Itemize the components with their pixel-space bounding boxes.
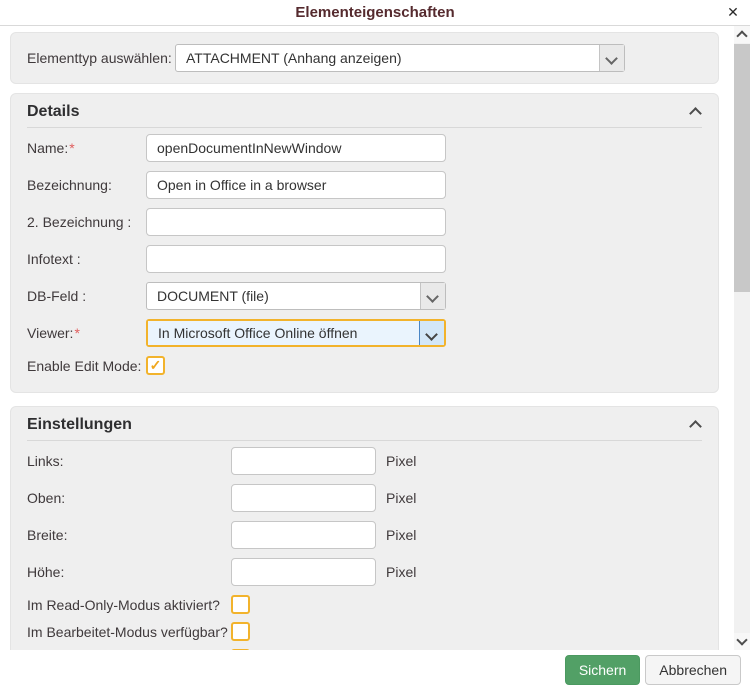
- oben-label: Oben:: [27, 490, 66, 506]
- breite-input[interactable]: [231, 521, 376, 549]
- oben-unit: Pixel: [386, 490, 417, 506]
- element-type-select-value: ATTACHMENT (Anhang anzeigen): [186, 50, 402, 66]
- required-marker: *: [74, 325, 80, 341]
- readonly-aktiviert-label: Im Read-Only-Modus aktiviert?: [27, 596, 220, 613]
- name-row: [27, 134, 702, 162]
- bearbeitet-verfuegbar-checkbox[interactable]: [231, 622, 250, 641]
- bezeichnung-row: [27, 171, 702, 199]
- breite-label: Breite:: [27, 527, 68, 543]
- breite-row: [27, 521, 702, 549]
- dialog-title: Elementeigenschaften: [295, 4, 455, 21]
- viewer-label: Viewer:*: [27, 325, 80, 341]
- element-type-label: Elementtyp auswählen:: [27, 50, 172, 66]
- check-icon: ✓: [149, 357, 162, 373]
- bearbeitet-verfuegbar-label: Im Bearbeitet-Modus verfügbar?: [27, 623, 228, 640]
- readonly-aktiviert-checkbox[interactable]: [231, 595, 250, 614]
- hoehe-unit: Pixel: [386, 564, 417, 580]
- links-row: [27, 447, 702, 475]
- scrollbar-up-icon[interactable]: [734, 26, 750, 43]
- element-type-row: [27, 44, 702, 72]
- enable-edit-mode-checkbox[interactable]: [146, 356, 165, 375]
- hoehe-input[interactable]: [231, 558, 376, 586]
- db-feld-select[interactable]: [146, 282, 446, 310]
- name-label: Name:*: [27, 140, 75, 156]
- links-input[interactable]: [231, 447, 376, 475]
- viewer-select-value: In Microsoft Office Online öffnen: [148, 321, 419, 345]
- collapse-chevron-icon[interactable]: [691, 419, 700, 428]
- viewer-row: [27, 319, 702, 347]
- settings-section-title: Einstellungen: [27, 416, 132, 433]
- viewer-select[interactable]: [146, 319, 446, 347]
- bezeichnung2-input[interactable]: [146, 208, 446, 236]
- required-marker: *: [69, 140, 75, 156]
- details-section: [10, 93, 719, 393]
- settings-section-header: [27, 415, 702, 441]
- details-section-title: Details: [27, 103, 80, 120]
- links-label: Links:: [27, 453, 64, 469]
- vertical-scrollbar[interactable]: [734, 26, 750, 650]
- cancel-button[interactable]: Abbrechen: [645, 655, 741, 685]
- bezeichnung-input[interactable]: [146, 171, 446, 199]
- hoehe-row: [27, 558, 702, 586]
- dialog-titlebar: [0, 0, 750, 26]
- dialog-footer: [0, 650, 750, 692]
- hoehe-label: Höhe:: [27, 564, 65, 580]
- infotext-input[interactable]: [146, 245, 446, 273]
- chevron-down-icon[interactable]: [419, 321, 444, 345]
- infotext-label: Infotext :: [27, 251, 81, 267]
- db-feld-row: [27, 282, 702, 310]
- bearbeitet-verfuegbar-row: [27, 622, 702, 641]
- close-icon[interactable]: ✕: [727, 4, 739, 20]
- name-input[interactable]: [146, 134, 446, 162]
- enable-edit-mode-row: [27, 356, 702, 375]
- chevron-down-icon[interactable]: [599, 45, 624, 71]
- scrollbar-thumb[interactable]: [734, 44, 750, 292]
- footer-buttons: [565, 655, 741, 685]
- oben-row: [27, 484, 702, 512]
- enable-edit-mode-label: Enable Edit Mode:: [27, 357, 142, 374]
- chevron-down-icon[interactable]: [420, 283, 445, 309]
- breite-unit: Pixel: [386, 527, 417, 543]
- scrollbar-down-icon[interactable]: [734, 633, 750, 650]
- bezeichnung2-row: [27, 208, 702, 236]
- readonly-aktiviert-row: [27, 595, 702, 614]
- element-type-section: [10, 32, 719, 84]
- collapse-chevron-icon[interactable]: [691, 106, 700, 115]
- bezeichnung2-label: 2. Bezeichnung :: [27, 214, 132, 230]
- dialog-content: [0, 26, 750, 650]
- links-unit: Pixel: [386, 453, 417, 469]
- db-feld-select-value: DOCUMENT (file): [157, 288, 269, 304]
- settings-section: [10, 406, 719, 686]
- bezeichnung-label: Bezeichnung:: [27, 177, 112, 193]
- db-feld-label: DB-Feld :: [27, 288, 87, 304]
- details-section-header: [27, 102, 702, 128]
- oben-input[interactable]: [231, 484, 376, 512]
- save-button[interactable]: Sichern: [565, 655, 640, 685]
- element-type-select[interactable]: [175, 44, 625, 72]
- infotext-row: [27, 245, 702, 273]
